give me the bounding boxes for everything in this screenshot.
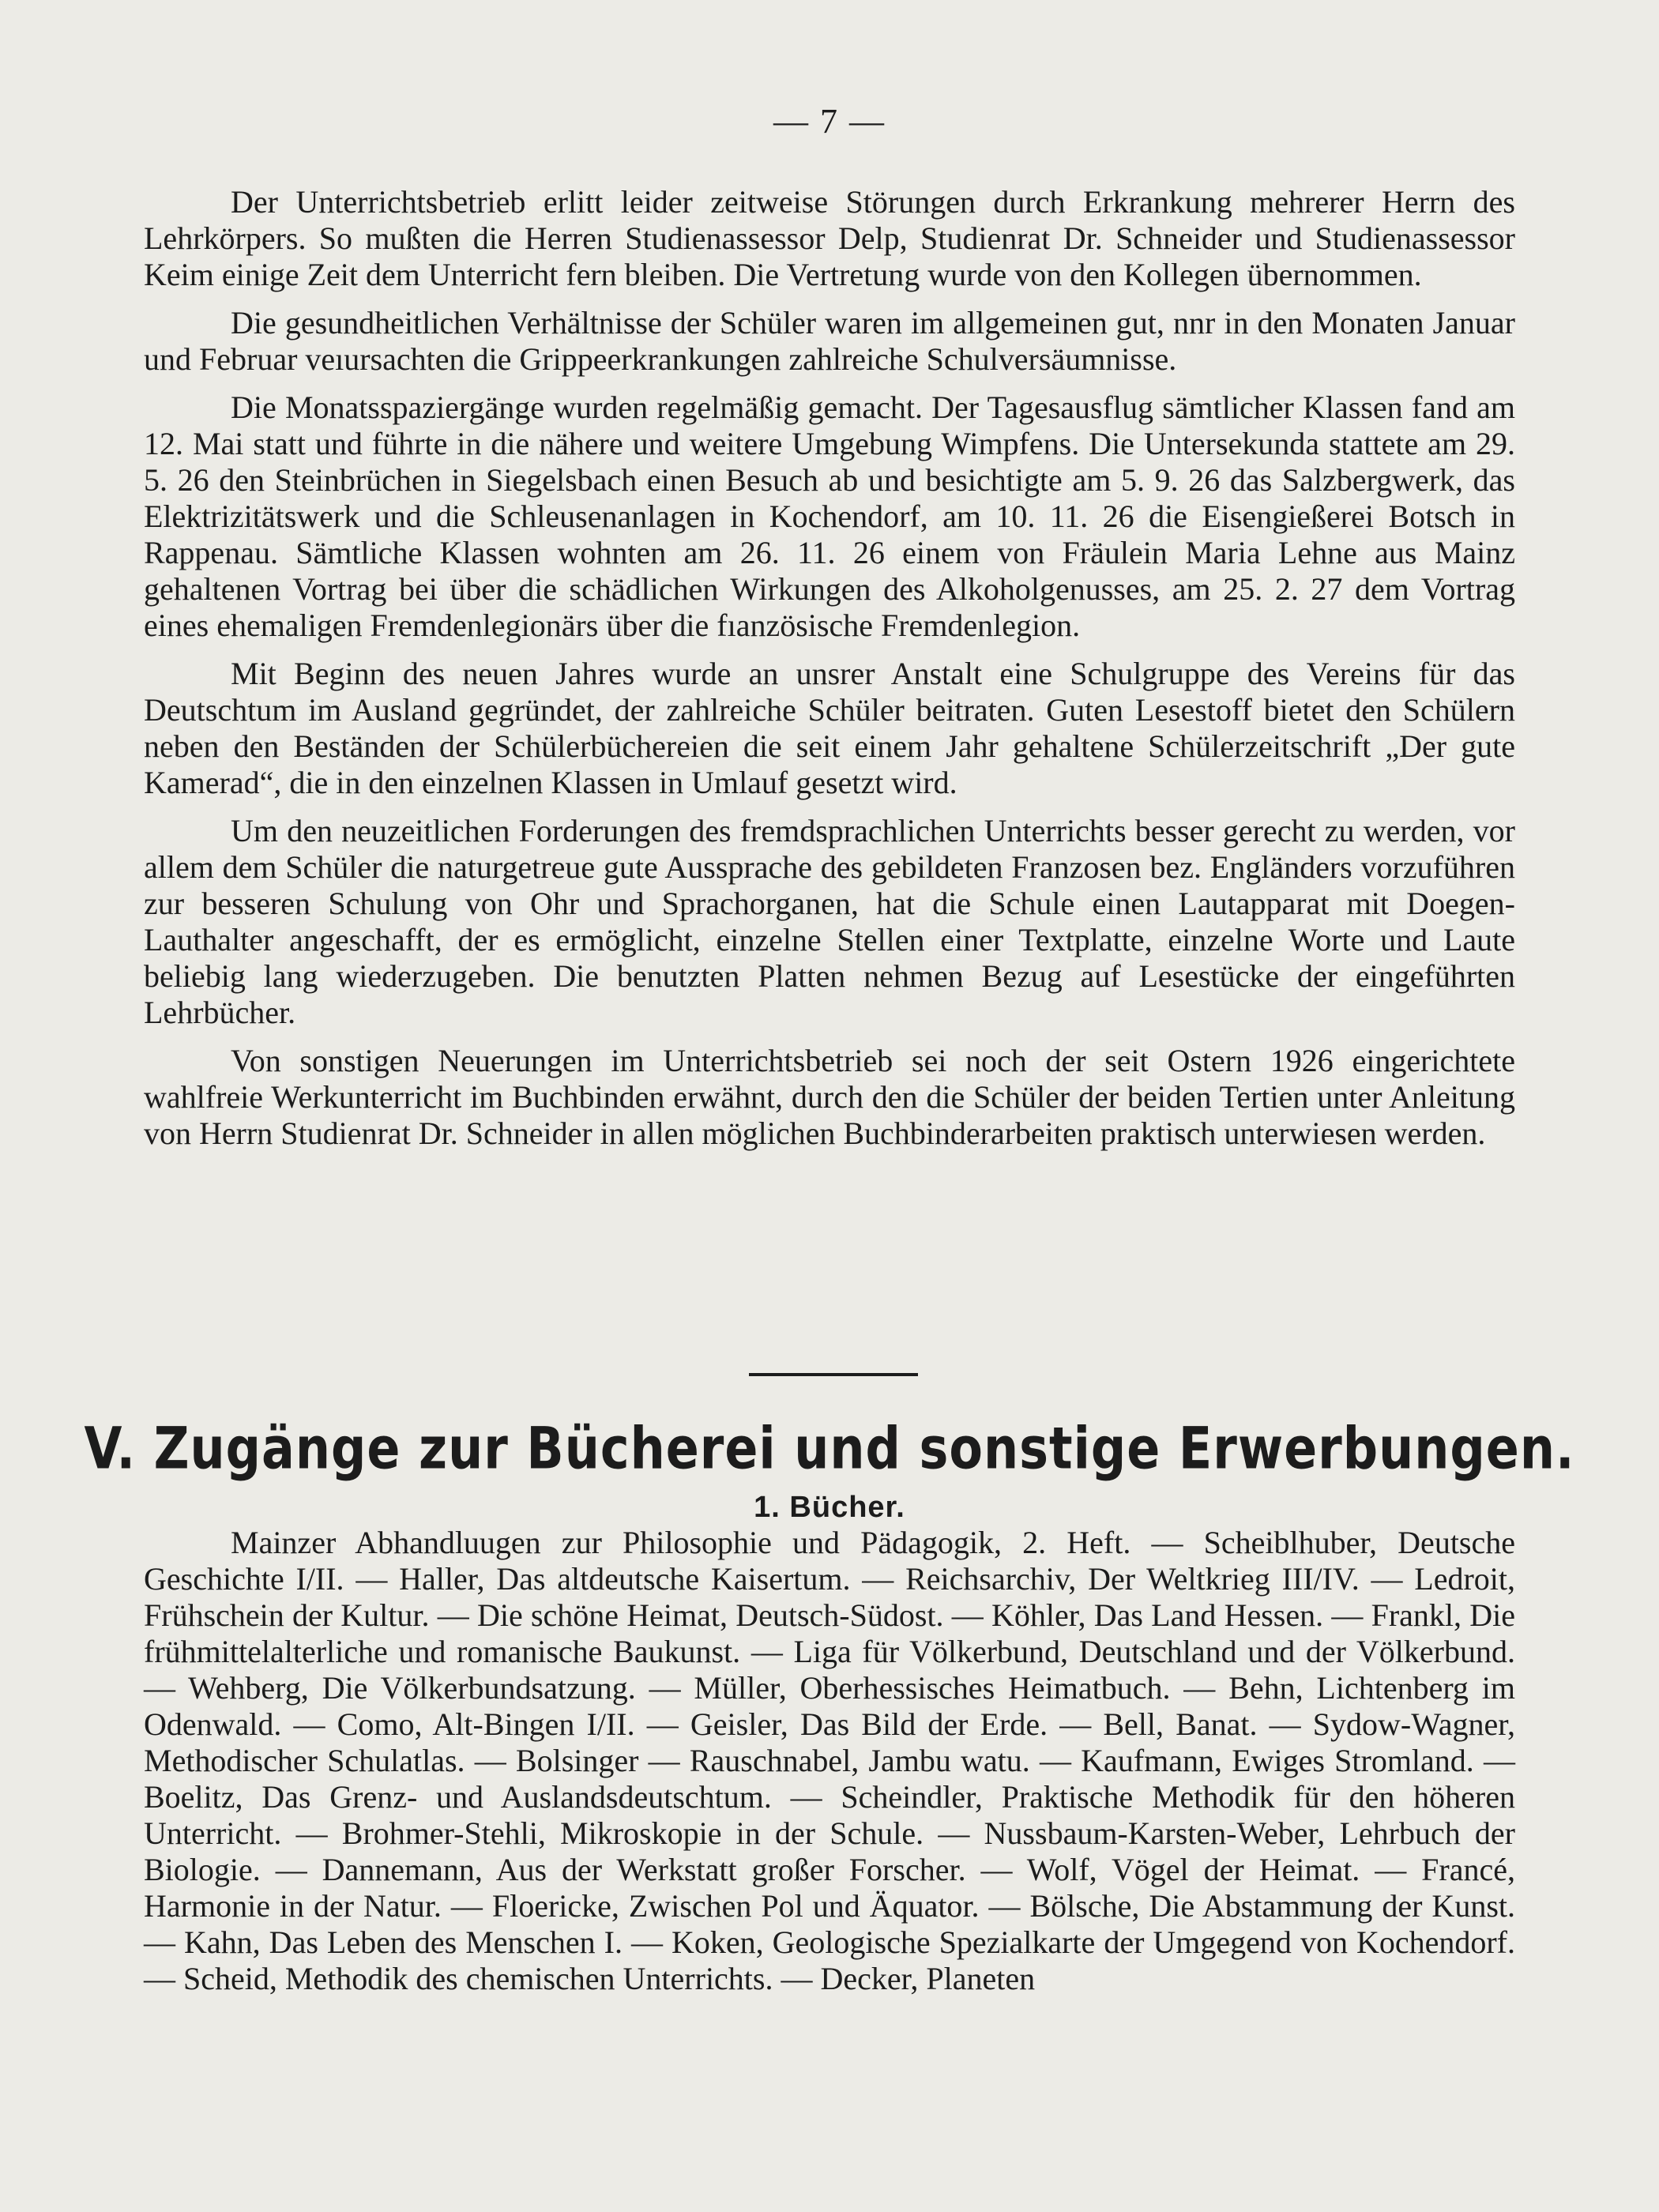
section-divider bbox=[749, 1373, 918, 1376]
paragraph-student-health: Die gesundheitlichen Verhältnisse der Schüler waren im allgemeinen gut, nnr in den Monaten Januar und Februar veıursachten die Grippeerkrankungen zahlreiche Schulversäumnisse. bbox=[144, 305, 1515, 377]
sub-heading-books: 1. Bücher. bbox=[754, 1491, 905, 1524]
paragraph-sound-apparatus: Um den neuzeitlichen Forderungen des fremdsprachlichen Unterrichts besser gerecht zu werden, vor allem dem Schüler die naturgetreue gute Aussprache des gebildeten Franzosen bez. Engländers vorzuführen zur besseren Schulung von Ohr und Sprachorganen, hat die Schule einen Lautapparat mit Doegen-Lauthalter angeschafft, der es ermöglicht, einzelne Stellen einer Textplatte, einzelne Worte und Laute beliebig lang wiederzugeben. Die benutzten Platten nehmen Bezug auf Lesestücke der eingeführten Lehrbücher. bbox=[144, 813, 1515, 1030]
paragraph-school-group: Mit Beginn des neuen Jahres wurde an unsrer Anstalt eine Schulgruppe des Vereins für das Deutschtum im Ausland gegründet, der zahlreiche Schüler beitraten. Guten Lesestoff bietet den Schülern neben den Beständen der Schülerbüchereien die seit einem Jahr gehaltene Schülerzeitschrift „Der gute Kamerad“, die in den einzelnen Klassen in Umlauf gesetzt wird. bbox=[144, 656, 1515, 800]
page-number: — 7 — bbox=[773, 102, 886, 141]
paragraph-bookbinding: Von sonstigen Neuerungen im Unterrichtsbetrieb sei noch der seit Ostern 1926 eingerichtete wahlfreie Werkunterricht im Buchbinden erwähnt, durch den die Schüler der beiden Tertien unter Anleitung von Herrn Studienrat Dr. Schneider in allen möglichen Buchbinderarbeiten praktisch unterwiesen werden. bbox=[144, 1043, 1515, 1151]
paragraph-excursions: Die Monatsspaziergänge wurden regelmäßig gemacht. Der Tagesausflug sämtlicher Klassen fand am 12. Mai statt und führte in die nähere und weitere Umgebung Wimpfens. Die Untersekunda stattete am 29. 5. 26 den Steinbrüchen in Siegelsbach einen Besuch ab und besichtigte am 5. 9. 26 das Salzbergwerk, das Elektrizitätswerk und die Schleusenanlagen in Kochendorf, am 10. 11. 26 die Eisengießerei Botsch in Rappenau. Sämtliche Klassen wohnten am 26. 11. 26 einem von Fräulein Maria Lehne aus Mainz gehaltenen Vortrag bei über die schädlichen Wirkungen des Alkoholgenusses, am 25. 2. 27 dem Vortrag eines ehemaligen Fremdenlegionärs über die fıanzösische Fremdenlegion. bbox=[144, 389, 1515, 643]
body-text bbox=[144, 184, 1515, 1164]
book-list: Mainzer Abhandluugen zur Philosophie und Pädagogik, 2. Heft. — Scheiblhuber, Deutsche Geschichte I/II. — Haller, Das altdeutsche Kaisertum. — Reichsarchiv, Der Weltkrieg III/IV. — Ledroit, Frühschein der Kultur. — Die schöne Heimat, Deutsch-Südost. — Köhler, Das Land Hessen. — Frankl, Die frühmittelalterliche und romanische Baukunst. — Liga für Völkerbund, Deutschland und der Völkerbund. — Wehberg, Die Völkerbundsatzung. — Müller, Oberhessisches Heimatbuch. — Behn, Lichtenberg im Odenwald. — Como, Alt-Bingen I/II. — Geisler, Das Bild der Erde. — Bell, Banat. — Sydow-Wagner, Methodischer Schulatlas. — Bolsinger — Rauschnabel, Jambu watu. — Kaufmann, Ewiges Stromland. — Boelitz, Das Grenz- und Auslandsdeutschtum. — Scheindler, Praktische Methodik für den höheren Unterricht. — Brohmer-Stehli, Mikroskopie in der Schule. — Nussbaum-Karsten-Weber, Lehrbuch der Biologie. — Dannemann, Aus der Werkstatt großer Forscher. — Wolf, Vögel der Heimat. — Francé, Harmonie in der Natur. — Floericke, Zwischen Pol und Äquator. — Bölsche, Die Abstammung der Kunst. — Kahn, Das Leben des Menschen I. — Koken, Geologische Spezialkarte der Umgegend von Kochendorf. — Scheid, Methodik des chemischen Unterrichts. — Decker, Planeten bbox=[144, 1525, 1515, 1996]
paragraph-staff-illness: Der Unterrichtsbetrieb erlitt leider zeitweise Störungen durch Erkrankung mehrerer Herrn des Lehrkörpers. So mußten die Herren Studienassessor Delp, Studienrat Dr. Schneider und Studienassessor Keim einige Zeit dem Unterricht fern bleiben. Die Vertretung wurde von den Kollegen übernommen. bbox=[144, 184, 1515, 292]
section-heading: V. Zugänge zur Bücherei und sonstige Erwerbungen. bbox=[84, 1414, 1575, 1483]
